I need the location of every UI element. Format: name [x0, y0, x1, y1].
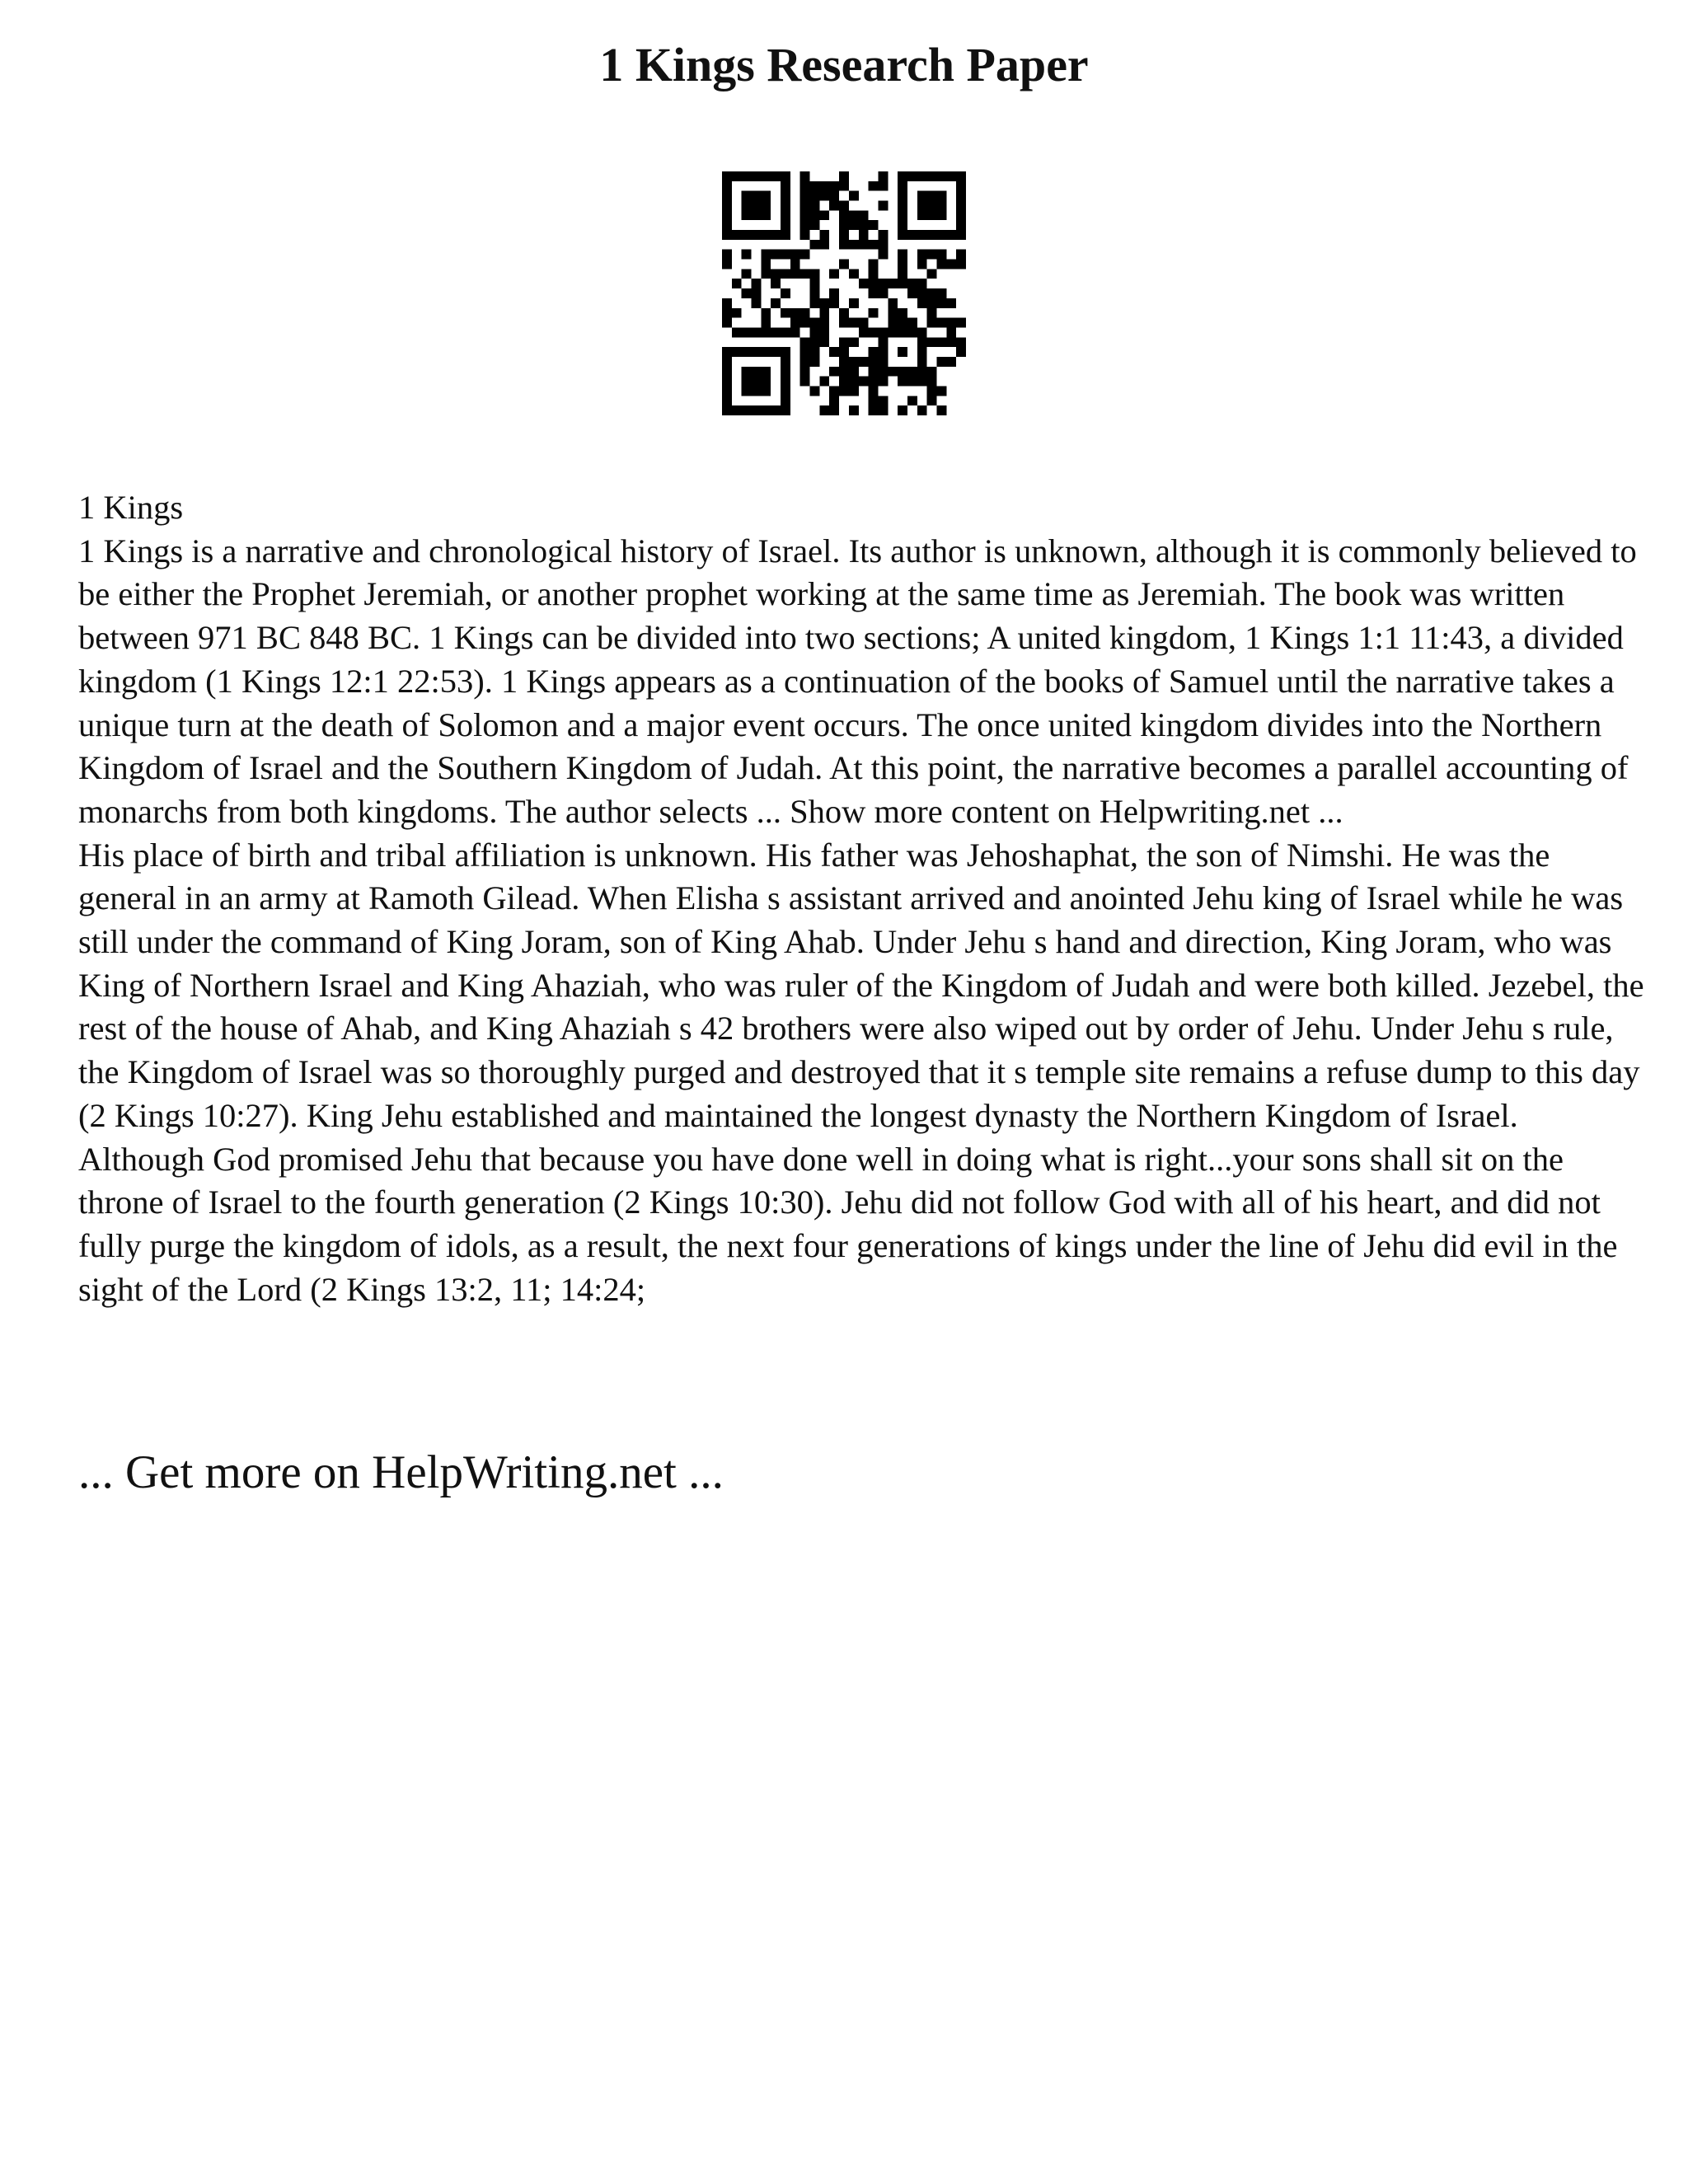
- page-title: 1 Kings Research Paper: [599, 38, 1089, 91]
- section-heading: 1 Kings: [78, 489, 184, 526]
- paragraph-intro: 1 Kings is a narrative and chronological history of Israel. Its author is unknown, although it is commonly believed to be either the Prophet Jeremiah, or another prophet working at the same time as Jeremiah. The book was written between 971 BC 848 BC. 1 Kings can be divided into two sections; A united kingdom, 1 Kings 1:1 11:43, a divided kingdom (1 Kings 12:1 22:53). 1 Kings appears as a continuation of the books of Samuel until the narrative takes a unique turn at the death of Solomon and a major event occurs. The once united kingdom divides into the Northern Kingdom of Israel and the Southern Kingdom of Judah. At this point, the narrative becomes a parallel accounting of monarchs from both kingdoms. The author selects ... Show more content on Helpwriting.net ...: [78, 532, 1637, 830]
- paragraph-jehu: His place of birth and tribal affiliation is unknown. His father was Jehoshaphat, the son of Nimshi. He was the general in an army at Ramoth Gilead. When Elisha s assistant arrived and anointed Jehu king of Israel while he was still under the command of King Joram, son of King Ahab. Under Jehu s hand and direction, King Joram, who was King of Northern Israel and King Ahaziah, who was ruler of the Kingdom of Judah and were both killed. Jezebel, the rest of the house of Ahab, and King Ahaziah s 42 brothers were also wiped out by order of Jehu. Under Jehu s rule, the Kingdom of Israel was so thoroughly purged and destroyed that it s temple site remains a refuse dump to this day (2 Kings 10:27). King Jehu established and maintained the longest dynasty the Northern Kingdom of Israel. Although God promised Jehu that because you have done well in doing what is right...your sons shall sit on the throne of Israel to the fourth generation (2 Kings 10:30). Jehu did not follow God with all of his heart, and did not fully purge the kingdom of idols, as a result, the next four generations of kings under the line of Jehu did evil in the sight of the Lord (2 Kings 13:2, 11; 14:24;: [78, 836, 1644, 1308]
- get-more-link[interactable]: ... Get more on HelpWriting.net ...: [78, 1446, 724, 1498]
- qr-code-icon[interactable]: [722, 171, 966, 415]
- article-body: [78, 486, 1644, 1311]
